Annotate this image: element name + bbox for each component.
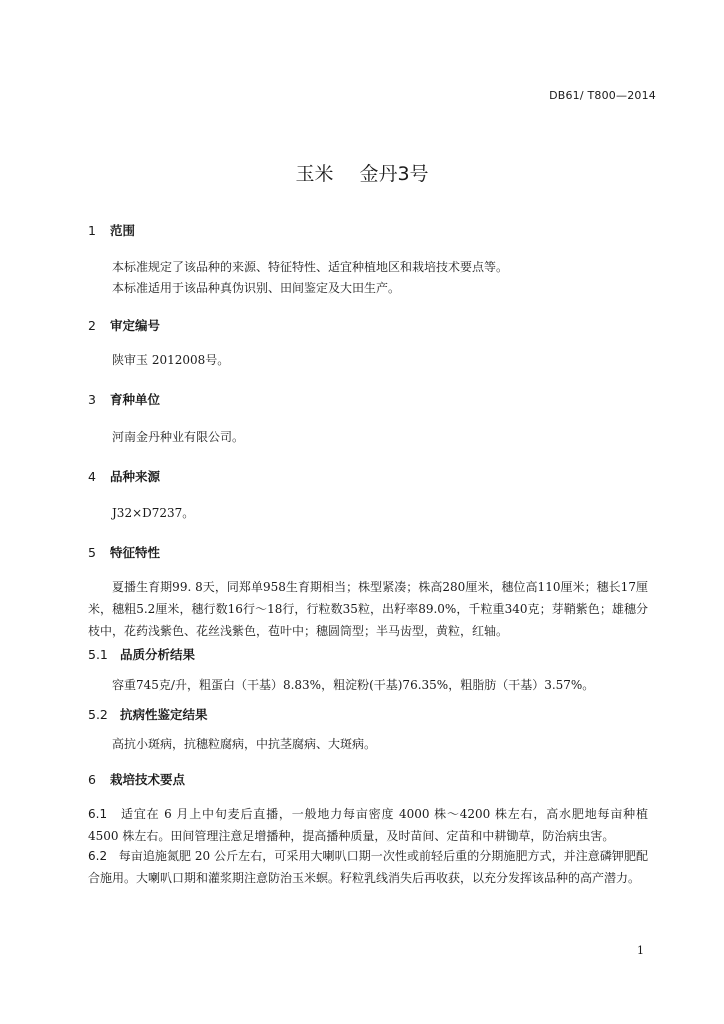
section-5-1-heading: 5.1 品质分析结果 bbox=[88, 647, 196, 662]
section-3-heading: 3 育种单位 bbox=[88, 392, 161, 407]
title-crop: 玉米 bbox=[295, 163, 334, 185]
section-6-2-body: 每亩追施氮肥 20 公斤左右，可采用大喇叭口期一次性或前轻后重的分期施肥方式，并注意磷钾肥配合施用。大喇叭口期和灌浆期注意防治玉米螟。籽粒乳线消失后再收获，以充分发挥该品种的高产潜力。 bbox=[88, 849, 649, 885]
section-2-heading: 2 审定编号 bbox=[88, 318, 161, 333]
section-5-2-heading: 5.2 抗病性鉴定结果 bbox=[88, 707, 208, 722]
section-1-line-1: 本标准规定了该品种的来源、特征特性、适宜种植地区和栽培技术要点等。 bbox=[112, 260, 509, 274]
section-5-2-text: 高抗小斑病，抗穗粒腐病，中抗茎腐病、大斑病。 bbox=[112, 737, 377, 751]
section-6-1-text bbox=[88, 803, 648, 847]
title-variety: 金丹3号 bbox=[359, 163, 429, 185]
section-4-text: J32×D7237。 bbox=[112, 506, 195, 520]
section-2-text: 陕审玉 2012008号。 bbox=[112, 353, 230, 367]
section-5-heading: 5 特征特性 bbox=[88, 545, 161, 560]
section-6-1-number: 6.1 bbox=[88, 807, 108, 821]
section-1-line-2: 本标准适用于该品种真伪识别、田间鉴定及大田生产。 bbox=[112, 281, 401, 295]
section-6-2-number: 6.2 bbox=[88, 849, 108, 863]
section-4-heading: 4 品种来源 bbox=[88, 469, 161, 484]
section-3-text: 河南金丹种业有限公司。 bbox=[112, 430, 245, 444]
page-number: 1 bbox=[637, 944, 644, 957]
section-5-text: 夏播生育期99. 8天，同郑单958生育期相当；株型紧凑；株高280厘米，穗位高110厘米；穗长17厘米，穗粗5.2厘米，穗行数16行～18行，行粒数35粒，出籽率89.0%，千粒重340克；芽鞘紫色；雄穗分枝中，花药浅紫色、花丝浅紫色，苞叶中；穗圆筒型；半马齿型，黄粒，红轴。 bbox=[88, 580, 648, 638]
section-5-1-text: 容重745克/升，粗蛋白（干基）8.83%，粗淀粉(干基)76.35%，粗脂肪（干基）3.57%。 bbox=[112, 678, 595, 692]
section-1-heading: 1 范围 bbox=[88, 223, 136, 238]
section-6-2-text bbox=[88, 845, 648, 889]
section-6-heading: 6 栽培技术要点 bbox=[88, 772, 186, 787]
section-6-1-body: 适宜在 6 月上中旬麦后直播，一般地力每亩密度 4000 株～4200 株左右，高水肥地每亩种植 4500 株左右。田间管理注意足增播种，提高播种质量，及时苗间、定苗和中耕锄草，防治病虫害。 bbox=[88, 807, 648, 843]
document-code: DB61/ T800—2014 bbox=[549, 89, 656, 102]
page-title bbox=[0, 159, 724, 186]
